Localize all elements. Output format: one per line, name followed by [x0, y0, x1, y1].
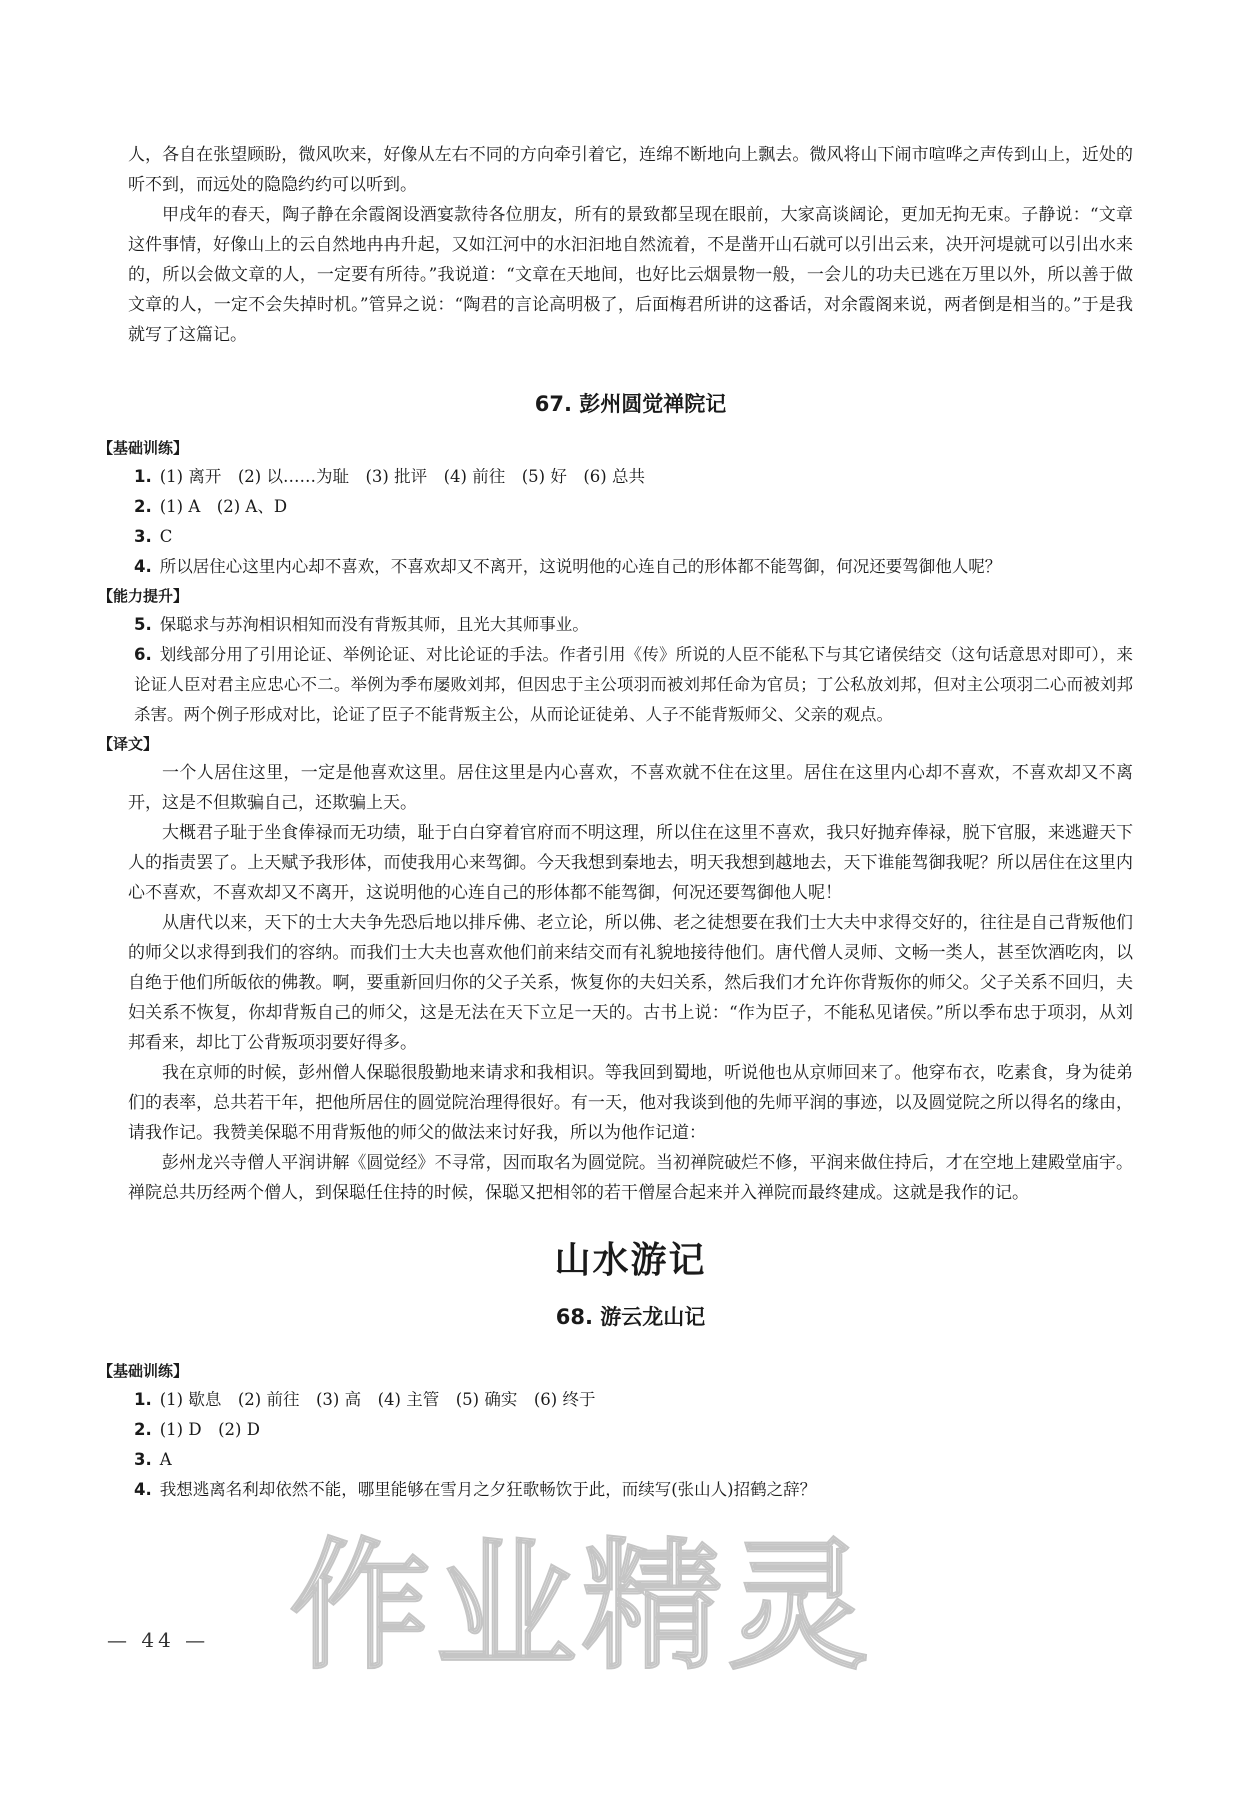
answer-item [128, 640, 1133, 730]
section-68-title: 68. 游云龙山记 [555, 1305, 706, 1329]
answer-item [128, 1475, 1133, 1505]
section-67-title: 67. 彭州圆觉禅院记 [534, 392, 727, 416]
answer-number: 3. [134, 527, 152, 546]
answer-text: (1) 离开 (2) 以……为耻 (3) 批评 (4) 前往 (5) 好 (6) 总共 [159, 467, 645, 486]
answer-number: 2. [134, 497, 152, 516]
section-67-translation-label: 【译文】 [98, 735, 159, 753]
translation-paragraph: 一个人居住这里，一定是他喜欢这里。居住这里是内心喜欢，不喜欢就不住在这里。居住在这里内心却不喜欢，不喜欢却又不离开，这是不但欺骗自己，还欺骗上天。 [128, 763, 1133, 813]
answer-text: A [159, 1450, 172, 1469]
answer-text: (1) A (2) A、D [159, 497, 288, 516]
answer-item [128, 462, 1133, 492]
answer-text: 所以居住心这里内心却不喜欢，不喜欢却又不离开，这说明他的心连自己的形体都不能驾御，何况还要驾御他人呢？ [159, 557, 1002, 576]
answer-number: 1. [134, 467, 152, 486]
answer-text: C [159, 527, 173, 546]
translation-paragraph: 我在京师的时候，彭州僧人保聪很殷勤地来请求和我相识。等我回到蜀地，听说他也从京师回来了。他穿布衣，吃素食，身为徒弟们的表率，总共若干年，把他所居住的圆觉院治理得很好。有一天，他对我谈到他的先师平润的事迹，以及圆觉院之所以得名的缘由，请我作记。我赞美保聪不用背叛他的师父的做法来讨好我，所以为他作记道： [128, 1063, 1133, 1143]
answer-text: (1) 歇息 (2) 前往 (3) 高 (4) 主管 (5) 确实 (6) 终于 [159, 1390, 596, 1409]
answer-item [128, 1415, 1133, 1445]
intro-paragraph-1: 人，各自在张望顾盼，微风吹来，好像从左右不同的方向牵引着它，连绵不断地向上飘去。微风将山下闹市喧哗之声传到山上，近处的听不到，而远处的隐隐约约可以听到。 [128, 145, 1133, 195]
answer-item [128, 610, 1133, 640]
answer-item [128, 552, 1133, 582]
document-page [98, 140, 1133, 1505]
answer-number: 4. [134, 1480, 152, 1499]
translation-paragraph: 从唐代以来，天下的士大夫争先恐后地以排斥佛、老立论，所以佛、老之徒想要在我们士大夫中求得交好的，往往是自己背叛他们的师父以求得到我们的容纳。而我们士大夫也喜欢他们前来结交而有礼貌地接待他们。唐代僧人灵师、文畅一类人，甚至饮酒吃肉，以自绝于他们所皈依的佛教。啊，要重新回归你的父子关系，恢复你的夫妇关系，然后我们才允许你背叛你的师父。父子关系不回归，夫妇关系不恢复，你却背叛自己的师父，这是无法在天下立足一天的。古书上说：“作为臣子，不能私见诸侯。”所以季布忠于项羽，从刘邦看来，却比丁公背叛项羽要好得多。 [128, 913, 1133, 1053]
translation-paragraph: 彭州龙兴寺僧人平润讲解《圆觉经》不寻常，因而取名为圆觉院。当初禅院破烂不修，平润来做住持后，才在空地上建殿堂庙宇。禅院总共历经两个僧人，到保聪任住持的时候，保聪又把相邻的若干僧屋合起来并入禅院而最终建成。这就是我作的记。 [128, 1153, 1133, 1203]
answer-item [128, 492, 1133, 522]
section-68-basic-label: 【基础训练】 [98, 1362, 189, 1380]
answer-text: 我想逃离名利却依然不能，哪里能够在雪月之夕狂歌畅饮于此，而续写(张山人)招鹤之辞？ [159, 1480, 817, 1499]
answer-item [128, 1385, 1133, 1415]
section-67-basic-label: 【基础训练】 [98, 439, 189, 457]
answer-number: 2. [134, 1420, 152, 1439]
intro-paragraph-2: 甲戌年的春天，陶子静在余霞阁设酒宴款待各位朋友，所有的景致都呈现在眼前，大家高谈阔论，更加无拘无束。子静说：“文章这件事情，好像山上的云自然地冉冉升起，又如江河中的水汩汩地自然流着，不是凿开山石就可以引出云来，决开河堤就可以引出水来的，所以会做文章的人，一定要有所待。”我说道：“文章在天地间，也好比云烟景物一般，一会儿的功夫已逃在万里以外，所以善于做文章的人，一定不会失掉时机。”管异之说：“陶君的言论高明极了，后面梅君所讲的这番话，对余霞阁来说，两者倒是相当的。”于是我就写了这篇记。 [128, 205, 1133, 345]
answer-text: (1) D (2) D [159, 1420, 260, 1439]
category-title: 山水游记 [554, 1240, 707, 1281]
answer-item [128, 1445, 1133, 1475]
translation-paragraph: 大概君子耻于坐食俸禄而无功绩，耻于白白穿着官府而不明这理，所以住在这里不喜欢，我只好抛弃俸禄，脱下官服，来逃避天下人的指责罢了。上天赋予我形体，而使我用心来驾御。今天我想到秦地去，明天我想到越地去，天下谁能驾御我呢？所以居住在这里内心不喜欢，不喜欢却又不离开，这说明他的心连自己的形体都不能驾御，何况还要驾御他人呢！ [128, 823, 1133, 903]
answer-text: 保聪求与苏洵相识相知而没有背叛其师，且光大其师事业。 [159, 615, 589, 634]
answer-number: 3. [134, 1450, 152, 1469]
section-67-ability-label: 【能力提升】 [98, 587, 189, 605]
page-number: — 44 — [107, 1628, 210, 1652]
answer-number: 4. [134, 557, 152, 576]
answer-number: 6. [134, 645, 152, 664]
answer-number: 1. [134, 1390, 152, 1409]
answer-item [128, 522, 1133, 552]
answer-number: 5. [134, 615, 152, 634]
answer-text: 划线部分用了引用论证、举例论证、对比论证的手法。作者引用《传》所说的人臣不能私下与其它诸侯结交（这句话意思对即可），来论证人臣对君主应忠心不二。举例为季布屡败刘邦，但因忠于主公项羽而被刘邦任命为官员；丁公私放刘邦，但对主公项羽二心而被刘邦杀害。两个例子形成对比，论证了臣子不能背叛主公，从而论证徒弟、人子不能背叛师父、父亲的观点。 [134, 645, 1133, 724]
watermark-text: 作业精灵 [290, 1526, 875, 1689]
